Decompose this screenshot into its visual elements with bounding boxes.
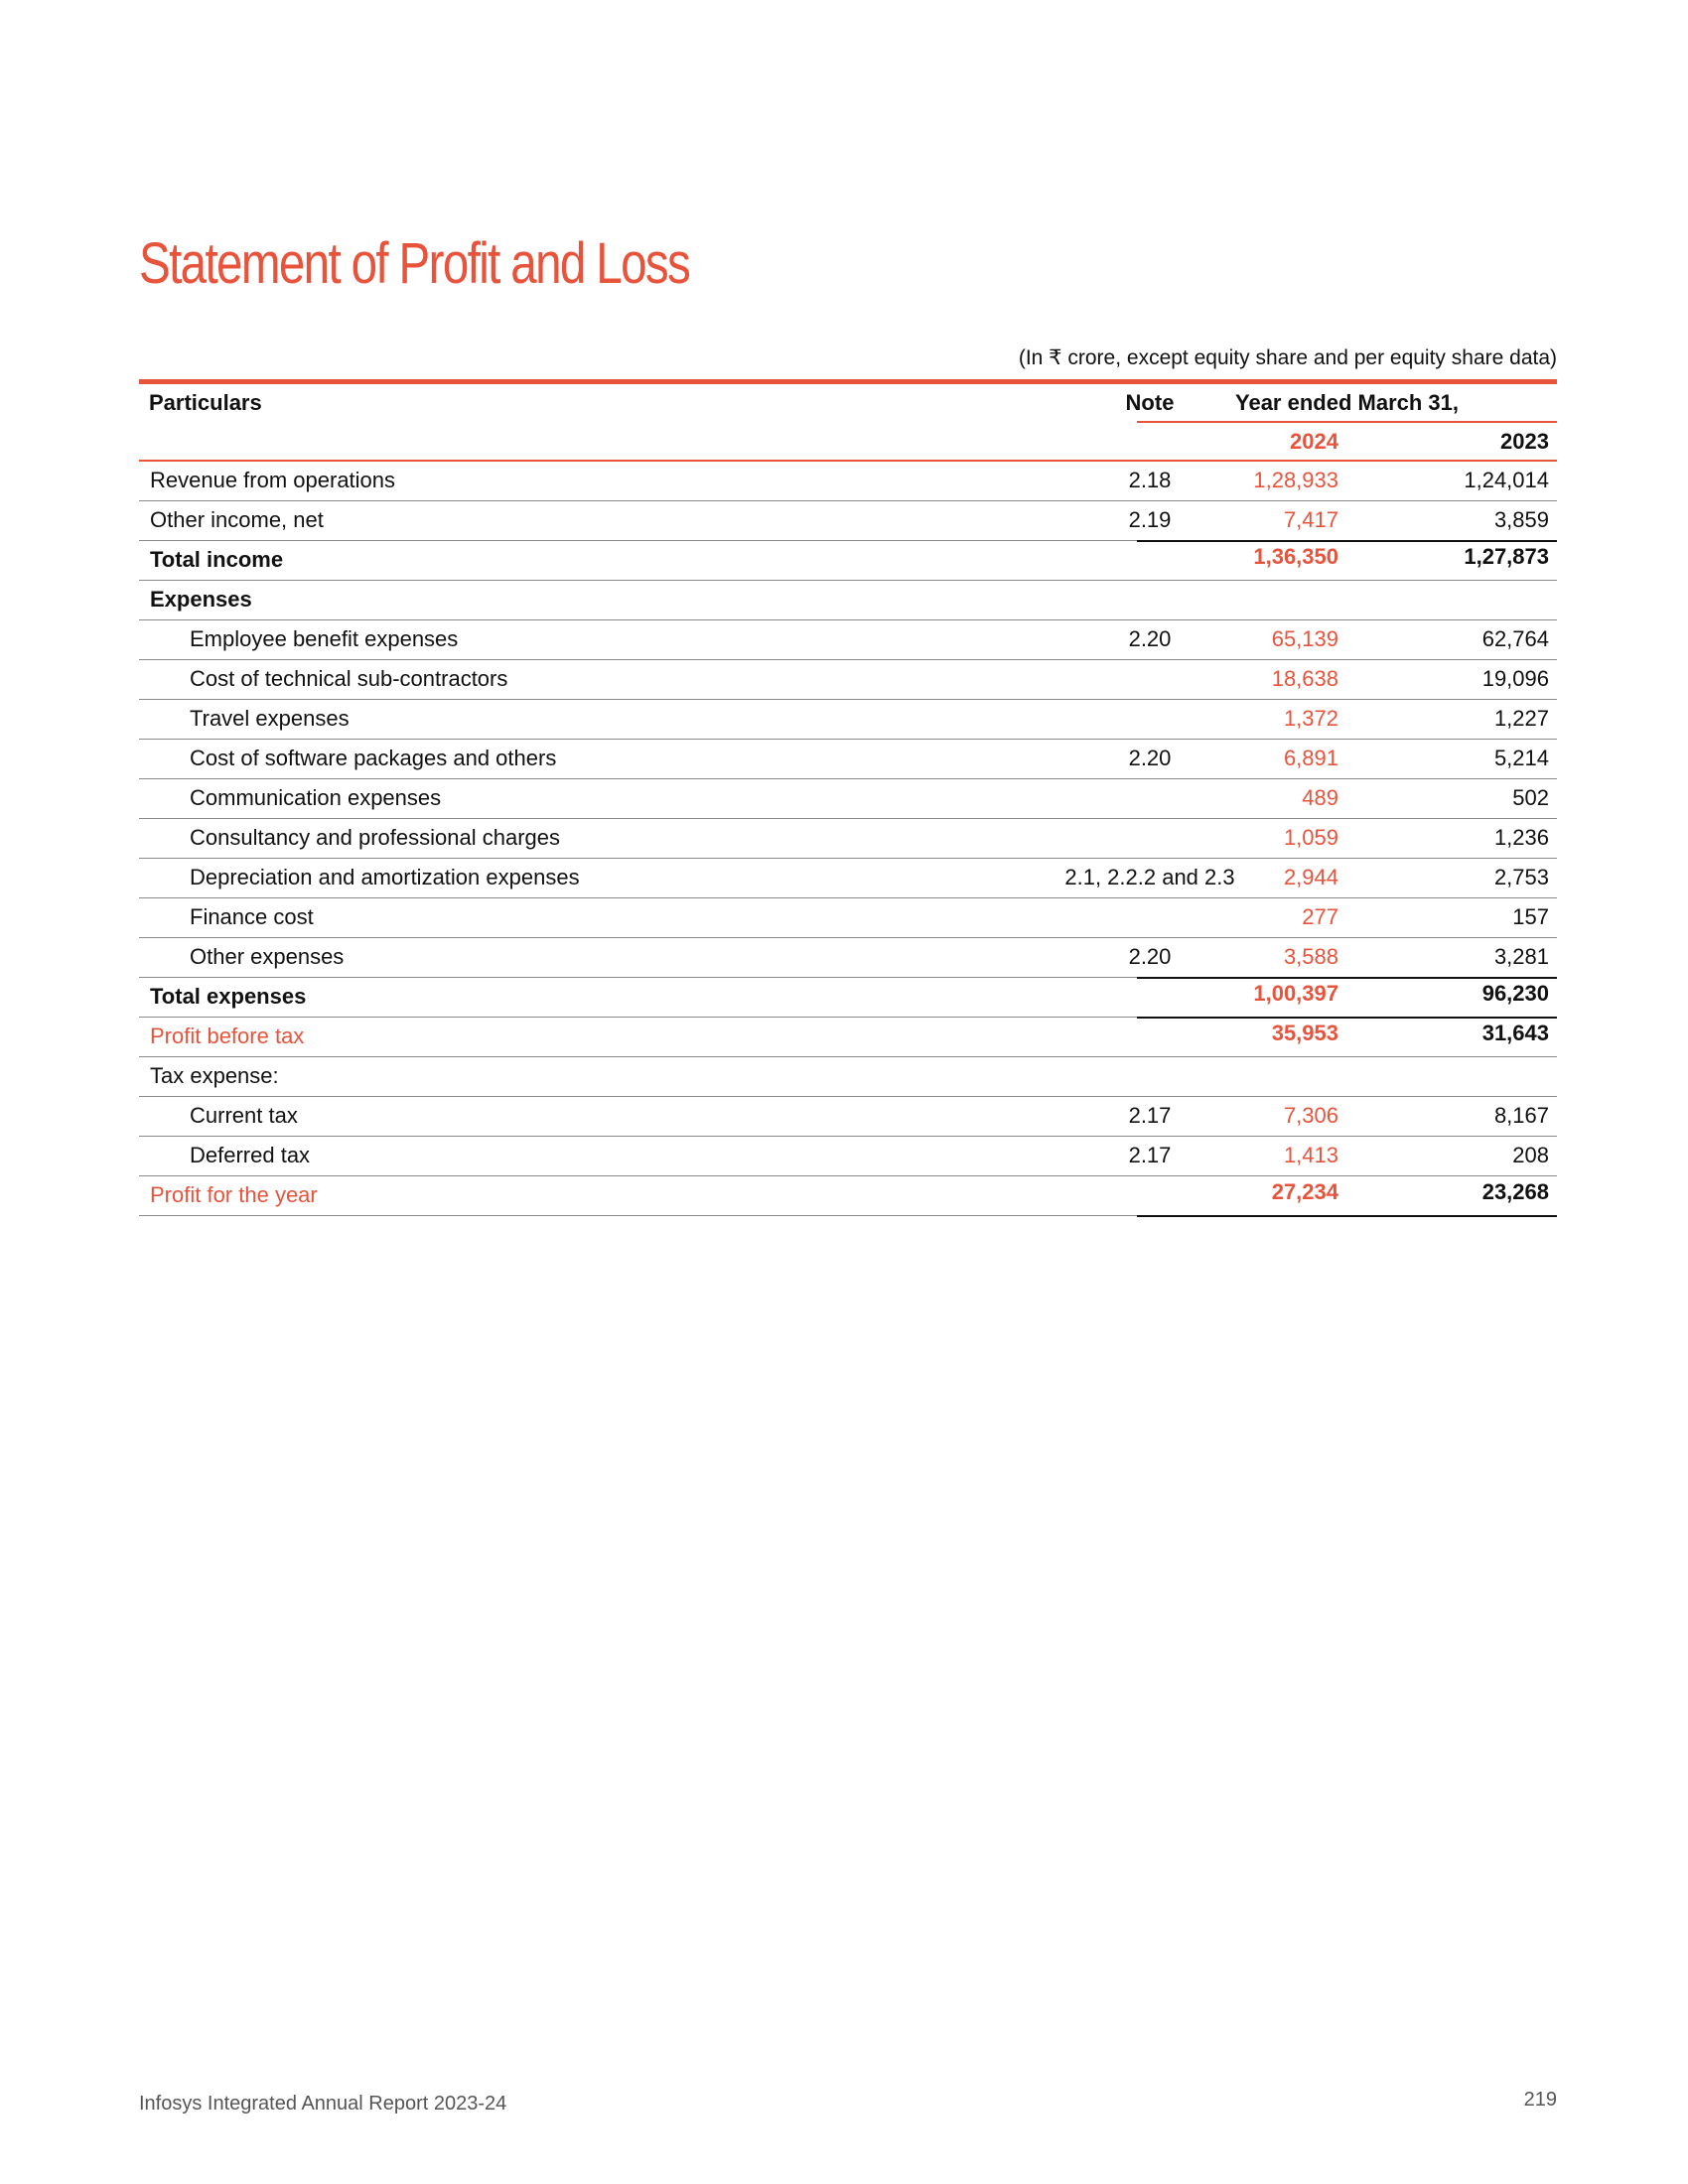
table-year-row xyxy=(139,422,1557,462)
row-value-2024: 1,372 xyxy=(1283,706,1338,731)
row-value-2023: 8,167 xyxy=(1493,1103,1549,1128)
row-value-2024: 2,944 xyxy=(1283,865,1338,889)
row-label: Profit for the year xyxy=(150,1182,318,1207)
row-total-expenses xyxy=(139,978,1557,1018)
row-technical-sub-contractors xyxy=(139,660,1557,700)
row-label: Communication expenses xyxy=(190,785,442,810)
row-value-2023: 3,281 xyxy=(1493,944,1549,969)
row-value-2024: 489 xyxy=(1302,785,1338,810)
row-note: 2.20 xyxy=(1128,626,1172,651)
row-note: 2.17 xyxy=(1128,1143,1172,1167)
row-value-2023: 1,24,014 xyxy=(1464,468,1549,492)
row-value-2023: 19,096 xyxy=(1481,666,1549,691)
units-note: (In ₹ crore, except equity share and per equity share data) xyxy=(1018,346,1557,369)
row-label: Current tax xyxy=(190,1103,298,1128)
row-note: 2.20 xyxy=(1128,746,1172,770)
row-value-2023: 1,236 xyxy=(1493,825,1549,850)
row-label: Other expenses xyxy=(190,944,345,969)
row-depreciation-amortization xyxy=(139,859,1557,898)
row-current-tax xyxy=(139,1097,1557,1137)
row-value-2024: 1,413 xyxy=(1283,1143,1338,1167)
row-travel-expenses xyxy=(139,700,1557,740)
row-value-2023: 1,227 xyxy=(1493,706,1549,731)
row-value-2024: 7,306 xyxy=(1283,1103,1338,1128)
row-value-2023: 2,753 xyxy=(1493,865,1549,889)
header-year-2023: 2023 xyxy=(1500,429,1549,454)
footer-page-number: 219 xyxy=(1523,2089,1557,2111)
row-label: Total expenses xyxy=(150,984,307,1009)
row-value-2024: 18,638 xyxy=(1271,666,1338,691)
row-employee-benefit-expenses xyxy=(139,620,1557,660)
row-label: Revenue from operations xyxy=(150,468,396,492)
row-communication-expenses xyxy=(139,779,1557,819)
row-total-income xyxy=(139,541,1557,581)
row-finance-cost xyxy=(139,898,1557,938)
row-value-2024: 1,00,397 xyxy=(1253,981,1338,1006)
row-note: 2.20 xyxy=(1128,944,1172,969)
row-label: Finance cost xyxy=(190,904,314,929)
row-label: Depreciation and amortization expenses xyxy=(190,865,580,889)
row-value-2023: 157 xyxy=(1512,904,1549,929)
row-note: 2.18 xyxy=(1128,468,1172,492)
row-value-2023: 96,230 xyxy=(1481,981,1549,1006)
row-value-2023: 31,643 xyxy=(1481,1021,1549,1045)
row-value-2024: 27,234 xyxy=(1271,1179,1338,1204)
profit-loss-table xyxy=(139,379,1557,1216)
row-value-2024: 7,417 xyxy=(1283,507,1338,532)
row-tax-expense-heading xyxy=(139,1057,1557,1097)
row-label: Other income, net xyxy=(150,507,324,532)
row-label: Tax expense: xyxy=(150,1063,279,1088)
row-label: Cost of technical sub-contractors xyxy=(190,666,508,691)
row-value-2024: 35,953 xyxy=(1271,1021,1338,1045)
row-consultancy-charges xyxy=(139,819,1557,859)
row-value-2024: 1,28,933 xyxy=(1253,468,1338,492)
row-profit-for-the-year xyxy=(139,1176,1557,1216)
page-title: Statement of Profit and Loss xyxy=(139,231,690,296)
row-label: Deferred tax xyxy=(190,1143,311,1167)
row-note: 2.17 xyxy=(1128,1103,1172,1128)
row-other-expenses xyxy=(139,938,1557,978)
row-value-2023: 502 xyxy=(1512,785,1549,810)
row-note: 2.19 xyxy=(1128,507,1172,532)
row-value-2024: 1,36,350 xyxy=(1253,544,1338,569)
row-value-2023: 3,859 xyxy=(1493,507,1549,532)
sum-rule-bottom xyxy=(1137,1215,1557,1217)
row-label: Cost of software packages and others xyxy=(190,746,557,770)
header-period: Year ended March 31, xyxy=(1235,390,1459,415)
row-label: Consultancy and professional charges xyxy=(190,825,561,850)
row-revenue-from-operations xyxy=(139,462,1557,501)
row-profit-before-tax xyxy=(139,1018,1557,1057)
header-year-2024: 2024 xyxy=(1290,429,1338,454)
row-value-2023: 5,214 xyxy=(1493,746,1549,770)
row-label: Expenses xyxy=(150,587,252,612)
row-label: Travel expenses xyxy=(190,706,350,731)
row-value-2024: 3,588 xyxy=(1283,944,1338,969)
row-other-income xyxy=(139,501,1557,541)
row-expenses-heading xyxy=(139,581,1557,620)
row-value-2023: 1,27,873 xyxy=(1464,544,1549,569)
row-note: 2.1, 2.2.2 and 2.3 xyxy=(1064,865,1235,889)
row-label: Total income xyxy=(150,547,284,572)
footer-report-name: Infosys Integrated Annual Report 2023-24 xyxy=(139,2093,507,2115)
row-software-packages xyxy=(139,740,1557,779)
row-label: Profit before tax xyxy=(150,1024,305,1048)
row-value-2023: 62,764 xyxy=(1481,626,1549,651)
row-value-2024: 6,891 xyxy=(1283,746,1338,770)
row-value-2023: 23,268 xyxy=(1481,1179,1549,1204)
row-value-2024: 65,139 xyxy=(1271,626,1338,651)
header-note: Note xyxy=(1125,390,1175,415)
row-deferred-tax xyxy=(139,1137,1557,1176)
header-particulars: Particulars xyxy=(149,390,262,415)
row-label: Employee benefit expenses xyxy=(190,626,459,651)
row-value-2024: 277 xyxy=(1302,904,1338,929)
row-value-2024: 1,059 xyxy=(1283,825,1338,850)
table-header-row xyxy=(139,384,1557,422)
row-value-2023: 208 xyxy=(1512,1143,1549,1167)
